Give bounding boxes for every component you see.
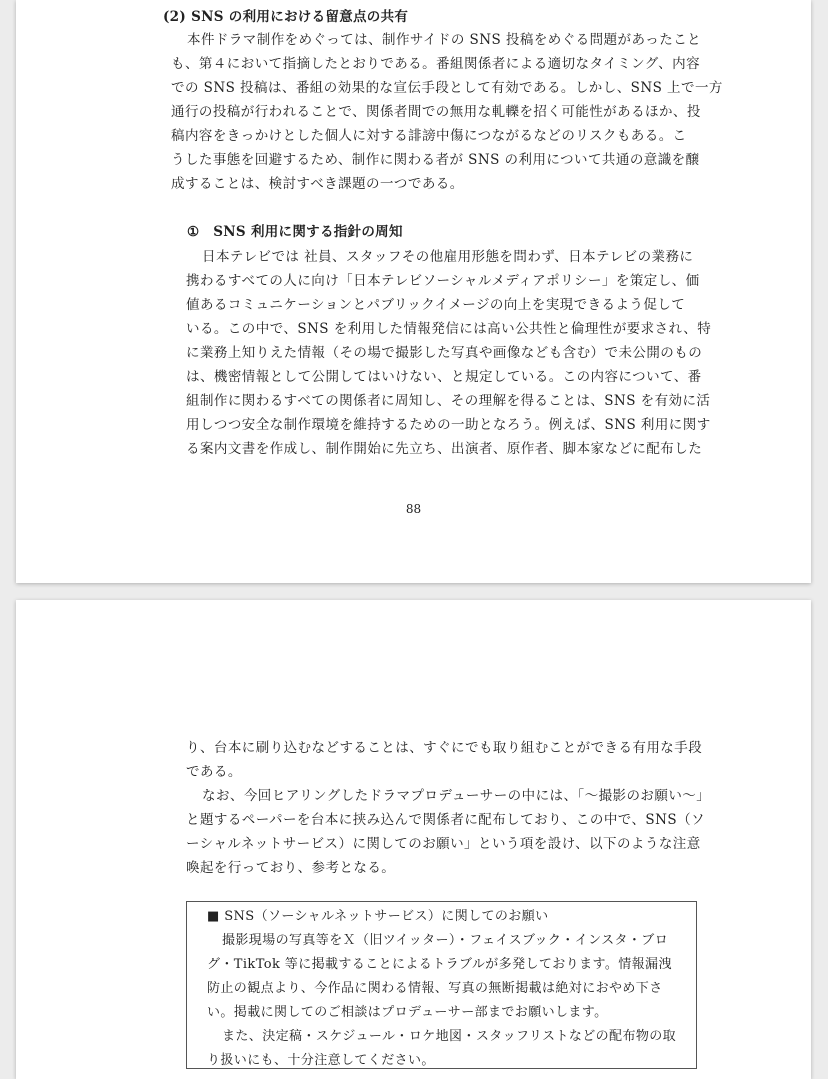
notice-line-4: い。掲載に関してのご相談はプロデューサー部までお願いします。 (207, 1005, 608, 1020)
intro-line-7: 成することは、検討すべき課題の一つである。 (171, 176, 464, 192)
intro-line-2: も、第４において指摘したとおりである。番組関係者による適切なタイミング、内容 (171, 56, 701, 72)
document-page-89 (16, 600, 811, 1079)
body-line-2: 携わるすべての人に向け「日本テレビソーシャルメディアポリシー」を策定し、価 (186, 273, 700, 289)
notice-line-1: 撮影現場の写真等をＸ（旧ツイッター）・フェイスブック・インスタ・ブロ (222, 933, 669, 948)
body-line-6: 喚起を行っており、参考となる。 (186, 860, 396, 876)
page-number: 88 (405, 502, 422, 516)
body-line-6: は、機密情報として公開してはいけない、と規定している。この内容について、番 (186, 369, 702, 385)
notice-line-3: 防止の観点より、今作品に関わる情報、写真の無断掲載は絶対におやめ下さ (207, 981, 663, 996)
intro-line-3: での SNS 投稿は、番組の効果的な宣伝手段として有効である。しかし、SNS 上で一方 (171, 80, 723, 96)
section-heading: (2) SNS の利用における留意点の共有 (163, 9, 409, 25)
body-line-3: 値あるコミュニケーションとパブリックイメージの向上を実現できるよう促して (186, 297, 686, 313)
intro-line-6: うした事態を回避するため、制作に関わる者が SNS の利用について共通の意識を醸 (171, 152, 700, 168)
body-line-9: る案内文書を作成し、制作開始に先立ち、出演者、原作者、脚本家などに配布した (186, 441, 703, 457)
body-line-7: 組制作に関わるすべての関係者に周知し、その理解を得ることは、SNS を有効に活 (186, 393, 711, 409)
intro-line-4: 通行の投稿が行われることで、関係者間での無用な軋轢を招く可能性があるほか、投 (171, 104, 701, 120)
body-line-3: なお、今回ヒアリングしたドラマプロデューサーの中には、「～撮影のお願い～」 (202, 788, 711, 804)
document-page-88 (16, 0, 811, 583)
notice-title: ■ SNS（ソーシャルネットサービス）に関してのお願い (207, 909, 549, 924)
intro-line-1: 本件ドラマ制作をめぐっては、制作サイドの SNS 投稿をめぐる問題があったこと (187, 32, 702, 48)
body-line-1: り、台本に刷り込むなどすることは、すぐにでも取り組むことができる有用な手段 (186, 740, 703, 756)
body-line-4: いる。この中で、SNS を利用した情報発信には高い公共性と倫理性が要求され、特 (186, 321, 712, 337)
body-line-2: である。 (186, 764, 242, 780)
body-line-4: と題するペーパーを台本に挟み込んで関係者に配布しており、この中で、SNS（ソ (186, 812, 705, 828)
notice-line-5: また、決定稿・スケジュール・ロケ地図・スタッフリストなどの配布物の取 (222, 1029, 677, 1044)
body-line-5: に業務上知りえた情報（その場で撮影した写真や画像なども含む）で未公開のもの (186, 345, 703, 361)
sns-notice-box (186, 901, 697, 1069)
body-line-5: ーシャルネットサービス）に関してのお願い」という項を設け、以下のような注意 (186, 836, 701, 852)
notice-line-2: グ・TikTok 等に掲載することによるトラブルが多発しております。情報漏洩 (207, 957, 672, 972)
intro-line-5: 稿内容をきっかけとした個人に対する誹謗中傷につながるなどのリスクもある。こ (171, 128, 687, 144)
subsection-heading: ① SNS 利用に関する指針の周知 (187, 224, 403, 240)
notice-line-6: り扱いにも、十分注意してください。 (207, 1053, 435, 1068)
body-line-1: 日本テレビでは 社員、スタッフその他雇用形態を問わず、日本テレビの業務に (202, 249, 694, 265)
body-line-8: 用しつつ安全な制作環境を維持するための一助となろう。例えば、SNS 利用に関す (186, 417, 711, 433)
